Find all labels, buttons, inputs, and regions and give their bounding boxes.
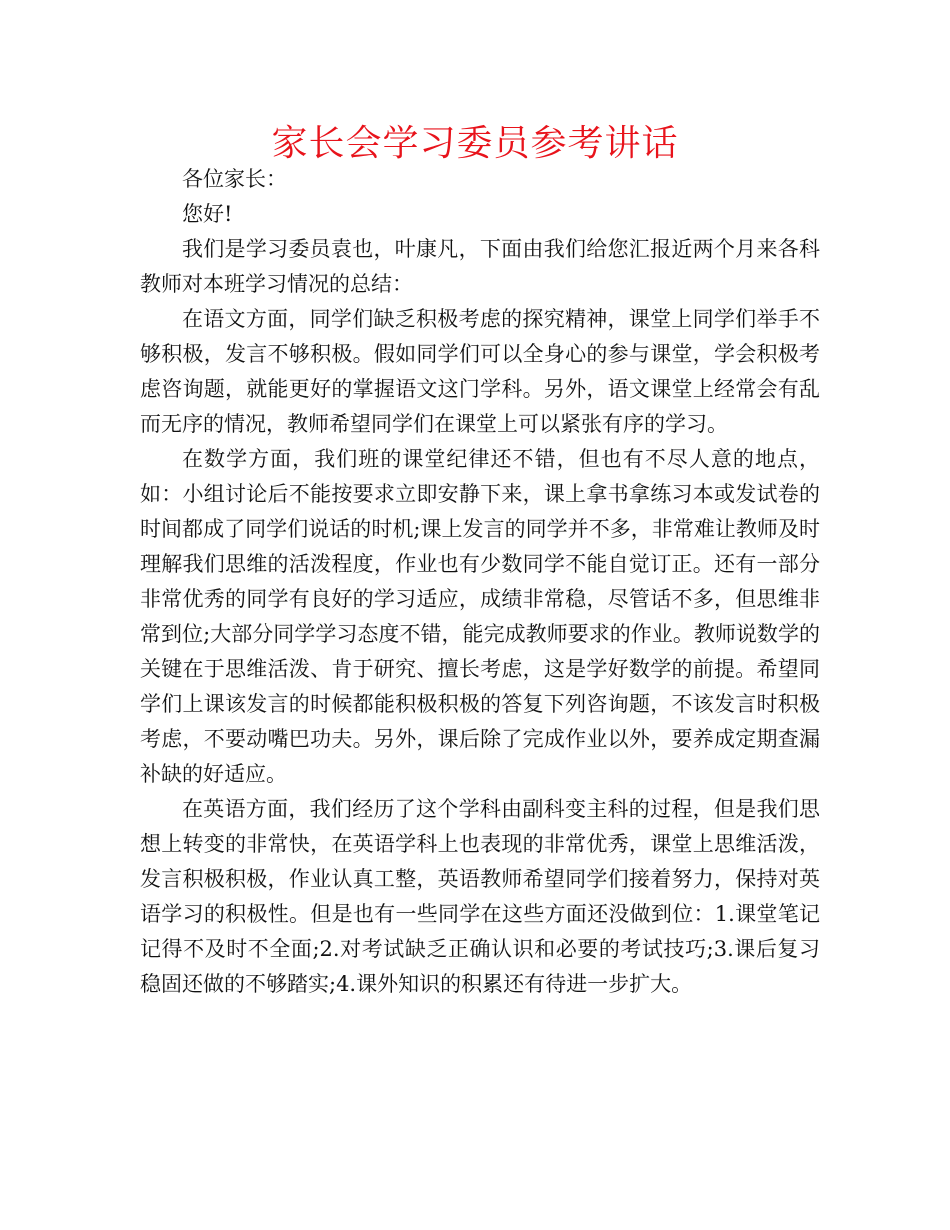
math-subject-paragraph: 在数学方面，我们班的课堂纪律还不错，但也有不尽人意的地点，如：小组讨论后不能按要求立即安静下来，课上拿书拿练习本或发试卷的时间都成了同学们说话的时机;课上发言的同学并不多，非常难让教师及时理解我们思维的活泼程度，作业也有少数同学不能自觉订正。还有一部分非常优秀的同学有良好的学习适应，成绩非常稳，尽管话不多，但思维非常到位;大部分同学学习态度不错，能完成教师要求的作业。教师说数学的关键在于思维活泼、肯于研究、擅长考虑，这是学好数学的前提。希望同学们上课该发言的时候都能积极积极的答复下列咨询题，不该发言时积极考虑，不要动嘴巴功夫。另外，课后除了完成作业以外，要养成定期查漏补缺的好适应。 [140,447,820,786]
chinese-subject-paragraph: 在语文方面，同学们缺乏积极考虑的探究精神，课堂上同学们举手不够积极，发言不够积极。假如同学们可以全身心的参与课堂，学会积极考虑咨询题，就能更好的掌握语文这门学科。另外，语文课堂上经常会有乱而无序的情况，教师希望同学们在课堂上可以紧张有序的学习。 [140,307,820,436]
document-title: 家长会学习委员参考讲话 [271,123,679,164]
english-subject-paragraph: 在英语方面，我们经历了这个学科由副科变主科的过程，但是我们思想上转变的非常快，在英语学科上也表现的非常优秀，课堂上思维活泼，发言积极积极，作业认真工整，英语教师希望同学们接着努力，保持对英语学习的积极性。但是也有一些同学在这些方面还没做到位：1.课堂笔记记得不及时不全面;2.对考试缺乏正确认识和必要的考试技巧;3.课后复习稳固还做的不够踏实;4.课外知识的积累还有待进一步扩大。 [140,797,820,996]
greeting-paragraph: 各位家长： [182,167,287,191]
document-body [140,162,820,1002]
hello-paragraph: 您好! [182,202,233,226]
intro-paragraph: 我们是学习委员袁也，叶康凡，下面由我们给您汇报近两个月来各科教师对本班学习情况的总结： [140,237,820,296]
